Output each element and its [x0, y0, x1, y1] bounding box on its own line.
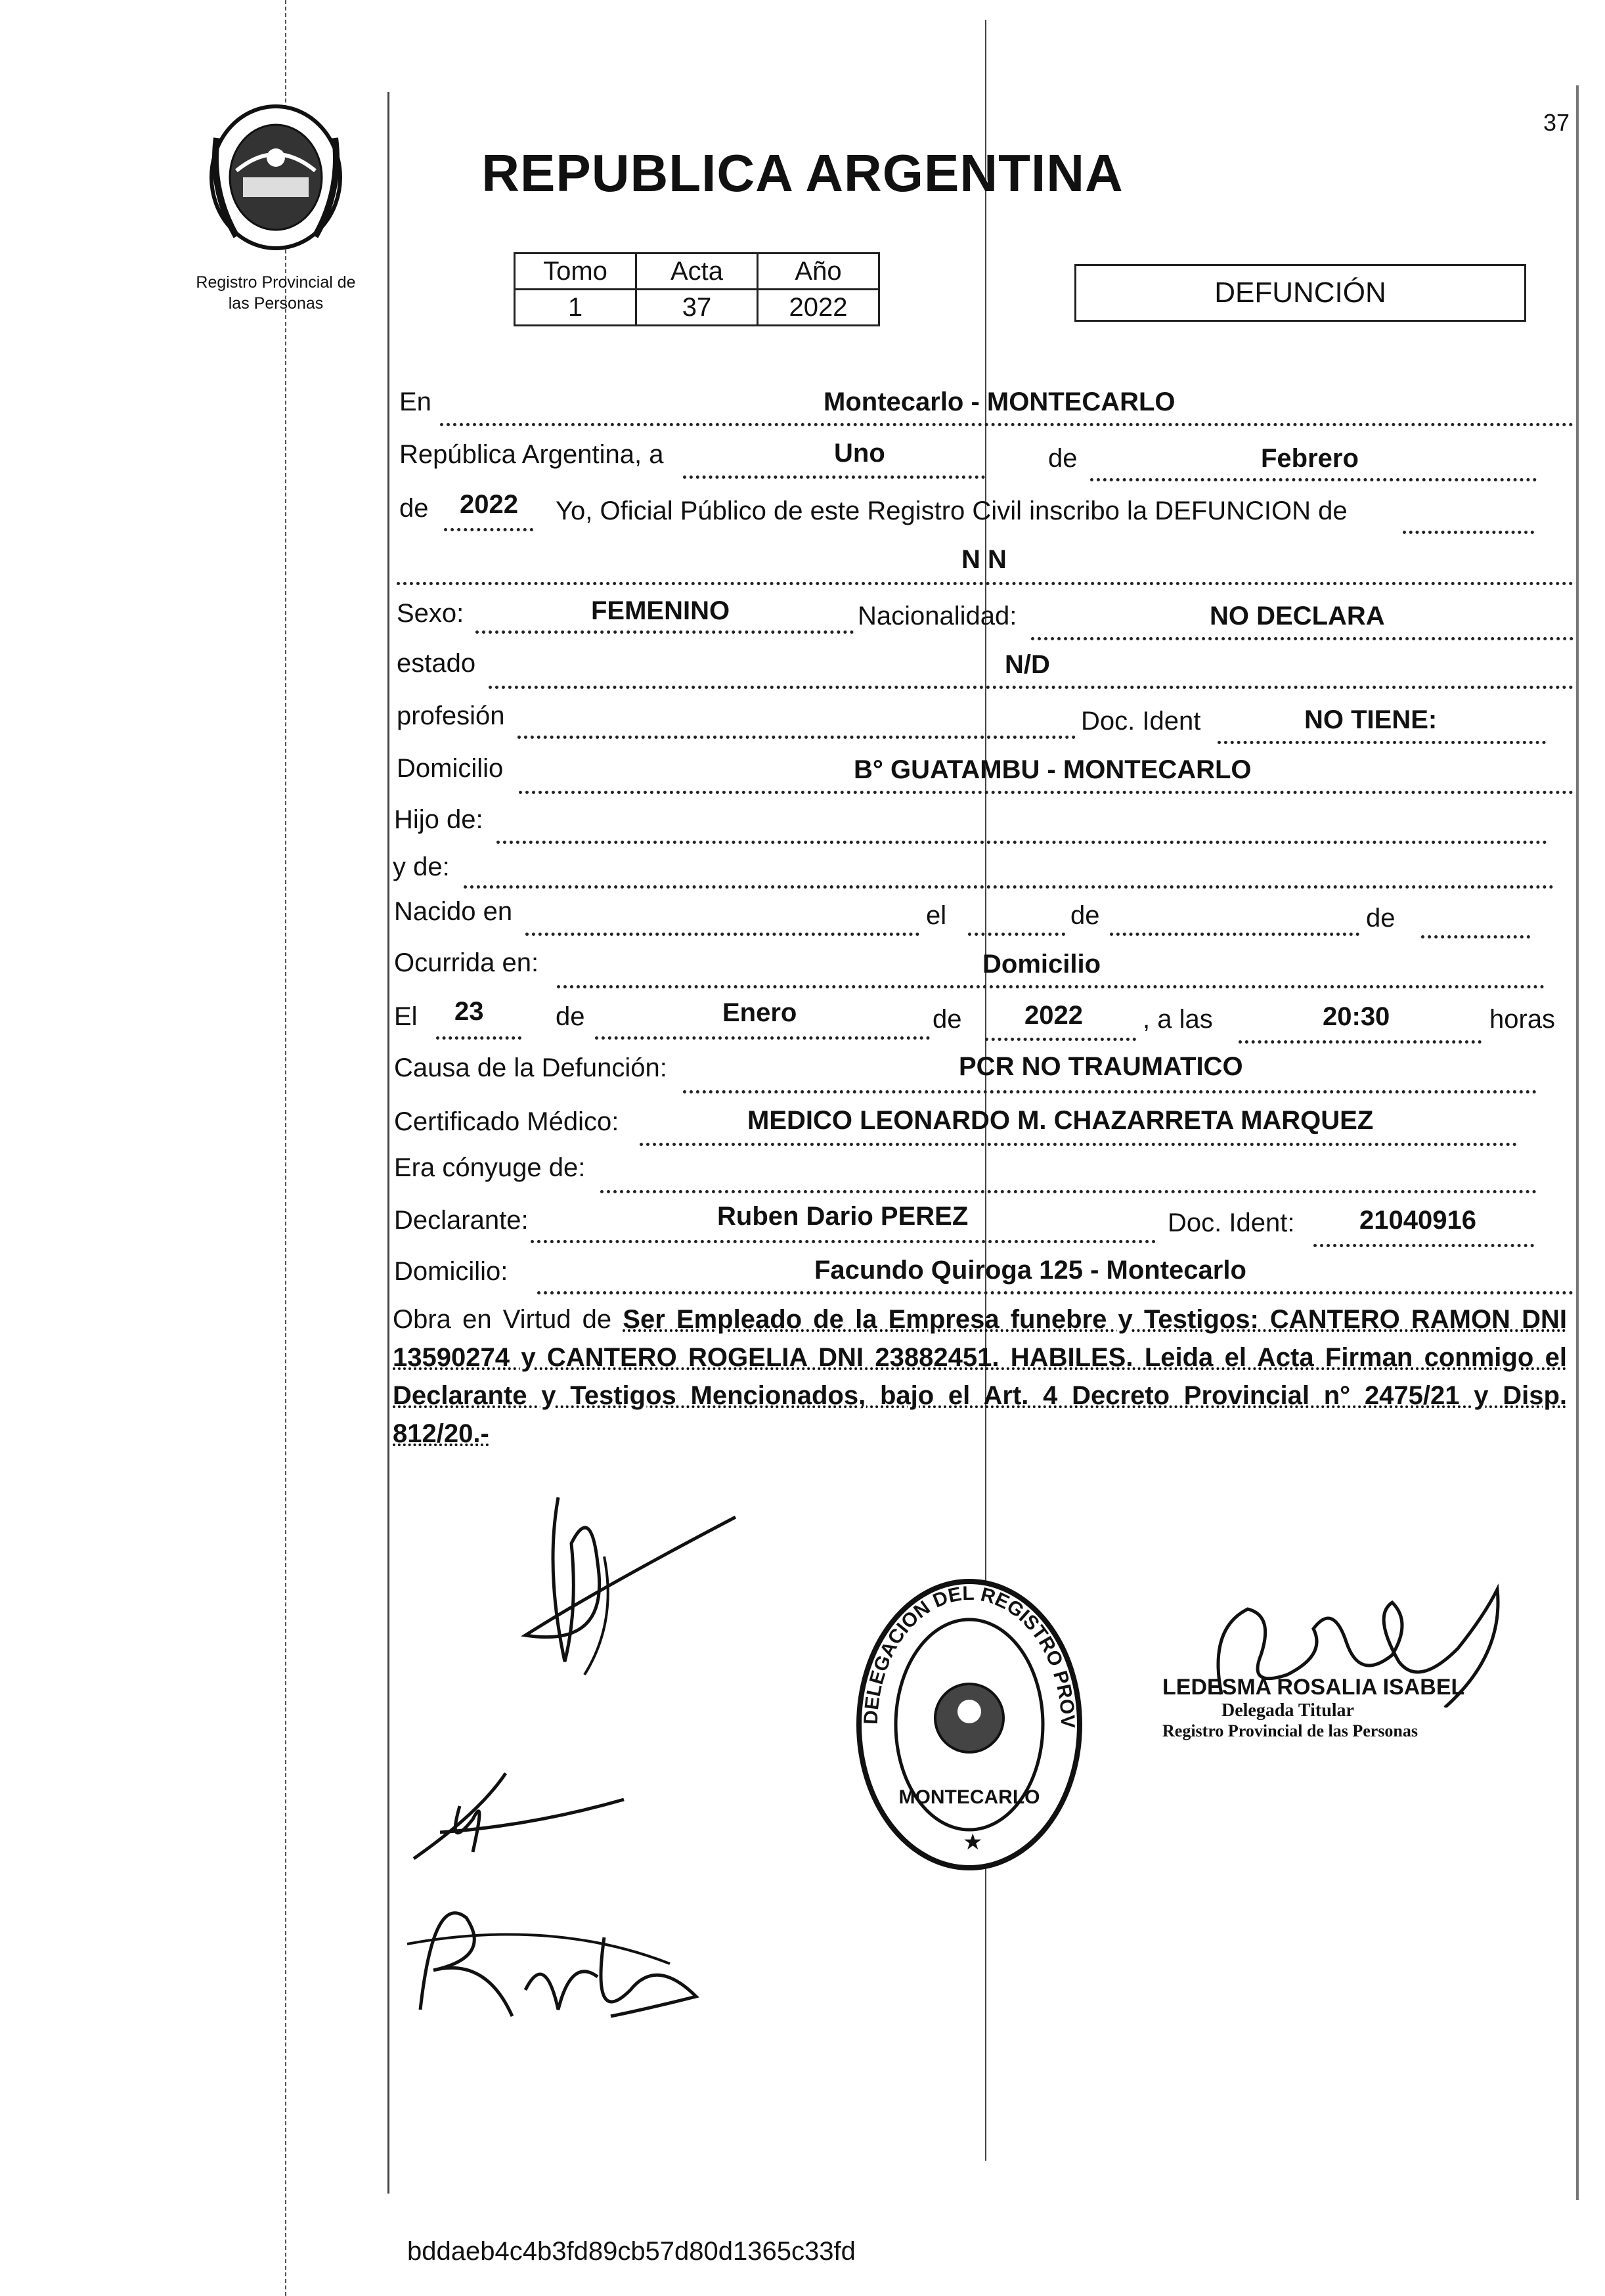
nacionalidad-value: NO DECLARA	[1210, 602, 1385, 630]
inscribo-dots	[1403, 531, 1534, 534]
name-dots	[397, 582, 1573, 585]
domicilio-dots	[519, 791, 1573, 794]
doc2-dots	[1313, 1244, 1534, 1247]
domicilio2-dots	[537, 1291, 1573, 1294]
domicilio2-label: Domicilio:	[394, 1257, 508, 1286]
ocurrida-value: Domicilio	[982, 950, 1101, 979]
declarante-label: Declarante:	[394, 1206, 529, 1235]
tomo-header: Tomo	[515, 254, 636, 290]
registry-seal	[851, 1574, 1088, 1876]
de-label: de	[1048, 444, 1078, 473]
nacido-dots	[525, 933, 919, 936]
year-value: 2022	[460, 490, 518, 519]
ocurrida-dots	[557, 985, 1545, 988]
declarante-dots	[531, 1240, 1156, 1243]
inscribo-text: Yo, Oficial Público de este Registro Civil inscribo la DEFUNCION de	[556, 497, 1348, 525]
month-dots	[1090, 478, 1537, 481]
causa-label: Causa de la Defunción:	[394, 1053, 667, 1082]
death-time-dots	[1239, 1040, 1482, 1044]
page-title: REPUBLICA ARGENTINA	[481, 144, 1124, 202]
domicilio-label: Domicilio	[397, 754, 504, 783]
domicilio-value: B° GUATAMBU - MONTECARLO	[854, 755, 1252, 784]
en-label: En	[399, 387, 431, 416]
stamp-office: Registro Provincial de las Personas	[1162, 1721, 1418, 1740]
death-month-dots	[595, 1036, 930, 1040]
domicilio2-value: Facundo Quiroga 125 - Montecarlo	[814, 1256, 1246, 1285]
de4-dots	[1421, 935, 1530, 938]
profesion-dots	[517, 736, 1076, 739]
alas-label: , a las	[1143, 1005, 1213, 1034]
document-type-box: DEFUNCIÓN	[1074, 264, 1526, 322]
certificado-value: MEDICO LEONARDO M. CHAZARRETA MARQUEZ	[747, 1106, 1374, 1135]
death-day: 23	[454, 997, 484, 1026]
signature-official	[486, 1478, 762, 1727]
conyuge-label: Era cónyuge de:	[394, 1153, 586, 1182]
declarante-value: Ruben Dario PEREZ	[717, 1202, 969, 1231]
yde-dots	[464, 885, 1554, 889]
doc-ident-dots	[1218, 741, 1546, 744]
ano-header: Año	[758, 254, 879, 290]
rep-label: República Argentina, a	[399, 440, 664, 469]
svg-text:★: ★	[963, 1829, 983, 1855]
seal-ring-text: DELEGACION DEL REGISTRO PROV	[860, 1582, 1079, 1729]
left-dashed-line	[285, 0, 286, 2296]
yde-label: y de:	[393, 852, 450, 881]
el-label: el	[926, 901, 947, 930]
en-value: Montecarlo - MONTECARLO	[824, 387, 1176, 416]
death-time: 20:30	[1323, 1002, 1390, 1031]
nacido-label: Nacido en	[394, 897, 513, 926]
nacionalidad-label: Nacionalidad:	[858, 602, 1017, 630]
hijo-label: Hijo de:	[394, 805, 483, 834]
de3-dots	[1110, 933, 1359, 936]
death-day-dots	[436, 1036, 521, 1040]
day-dots	[683, 475, 985, 479]
registry-caption: Registro Provincial de las Personas	[196, 273, 356, 313]
death-year: 2022	[1024, 1001, 1083, 1030]
estado-dots	[489, 686, 1573, 689]
left-margin-line	[387, 92, 389, 2194]
el2-label: El	[394, 1002, 418, 1031]
death-year-dots	[985, 1038, 1136, 1041]
sexo-label: Sexo:	[397, 599, 464, 628]
signature-declarante	[401, 1754, 637, 1872]
ocurrida-label: Ocurrida en:	[394, 948, 539, 977]
doc2-value: 21040916	[1359, 1206, 1476, 1235]
tomo-value: 1	[515, 290, 636, 326]
doc-ident-value: NO TIENE:	[1304, 705, 1438, 734]
conyuge-dots	[600, 1190, 1537, 1193]
day-value: Uno	[834, 439, 885, 468]
tomo-acta-ano-table	[514, 252, 880, 326]
de4-label: de	[1366, 904, 1396, 933]
right-margin-line	[1576, 85, 1579, 2200]
official-stamp	[1162, 1675, 1504, 1741]
page-number: 37	[1543, 109, 1570, 136]
acta-value: 37	[636, 290, 758, 326]
de2-label: de	[399, 494, 429, 523]
de6-label: de	[933, 1005, 962, 1034]
obra-paragraph	[393, 1300, 1567, 1453]
hijo-dots	[496, 841, 1547, 844]
document-hash: bddaeb4c4b3fd89cb57d80d1365c33fd	[407, 2237, 856, 2266]
month-value: Febrero	[1261, 444, 1359, 473]
obra-label: Obra en Virtud de	[393, 1305, 612, 1334]
estado-label: estado	[397, 649, 476, 678]
el-dots	[968, 933, 1065, 936]
year-dots	[444, 528, 533, 531]
doc-ident-label: Doc. Ident	[1081, 707, 1201, 736]
horas-label: horas	[1489, 1005, 1556, 1034]
nacionalidad-dots	[1031, 637, 1573, 640]
de3-label: de	[1070, 901, 1100, 930]
certificado-label: Certificado Médico:	[394, 1107, 619, 1136]
causa-dots	[683, 1090, 1537, 1093]
ano-value: 2022	[758, 290, 879, 326]
estado-value: N/D	[1005, 650, 1050, 679]
en-dots	[440, 423, 1573, 426]
seal-city: MONTECARLO	[898, 1786, 1040, 1808]
death-month: Enero	[722, 998, 797, 1027]
signature-witness	[394, 1878, 709, 2036]
sexo-value: FEMENINO	[591, 596, 730, 625]
causa-value: PCR NO TRAUMATICO	[959, 1052, 1243, 1081]
doc2-label: Doc. Ident:	[1168, 1208, 1295, 1237]
certificado-dots	[640, 1143, 1517, 1146]
profesion-label: profesión	[397, 701, 505, 730]
de5-label: de	[556, 1002, 585, 1031]
deceased-name: N N	[961, 545, 1007, 574]
sexo-dots	[475, 630, 854, 634]
stamp-role: Delegada Titular	[1221, 1700, 1354, 1721]
obra-value: Ser Empleado de la Empresa funebre y Testigos: CANTERO RAMON DNI 13590274 y CANTERO ROGELIA DNI 23882451. HABILES. Leida el Acta Firman conmigo el Declarante y Testigos Mencionados, bajo el Art. 4 Decreto Provincial n° 2475/21 y Disp. 812/20.-	[393, 1305, 1567, 1448]
acta-header: Acta	[636, 254, 758, 290]
stamp-name: LEDESMA ROSALIA ISABEL	[1162, 1675, 1465, 1700]
